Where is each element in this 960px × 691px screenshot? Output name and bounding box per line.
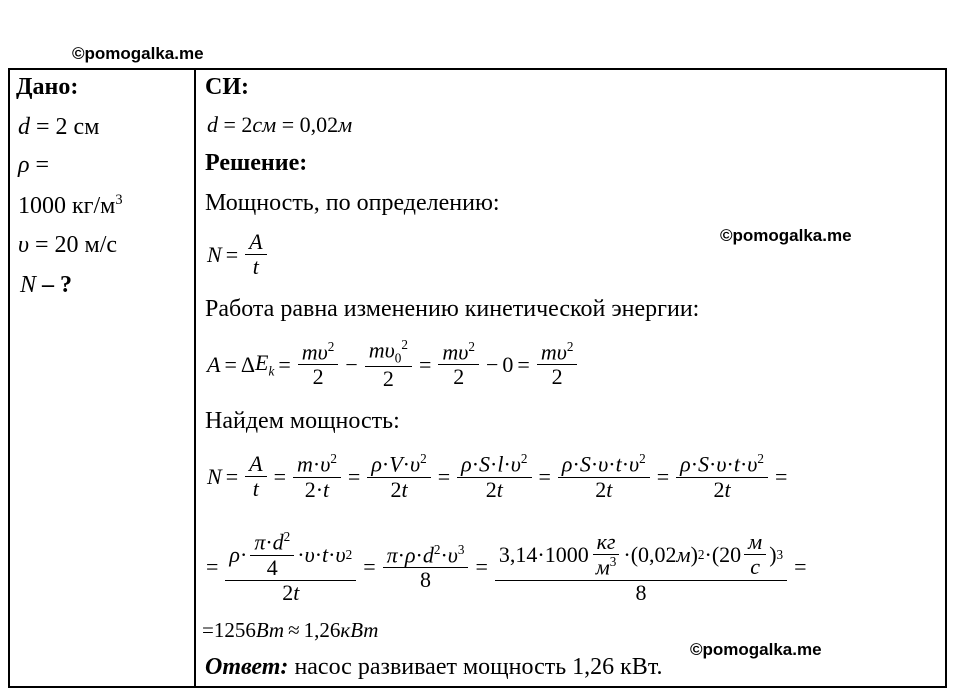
given-line: υ = 20 м/с — [18, 232, 118, 258]
formula-power-derivation: N = $\frac{A}{t}$ = $\frac{m\cdot\upsilon^2}{2\cdot t}$ = $\frac{\rho\cdot V\cdot\upsilon^2}{2t}$ = $\frac{\rho\cdot S\cdot l\cdot\upsilon^2}{2t}$ = $\frac{\rho\cdot S\cdot\upsilon\cdot t\cdot\upsilon^2}{2t}$ = $\frac{\rho\cdot S\cdot\upsilon\cdot t\cdot\upsilon^2}{2t}$ = — [207, 451, 788, 502]
formula-power-definition: N = $\frac{A}{t}$ — [207, 230, 270, 279]
answer-text: насос развивает мощность 1,26 кВт. — [294, 654, 663, 680]
given-line: ρ = — [18, 152, 50, 178]
formula-work-energy: A = Δ $E_k$ = $\frac{m\upsilon^2}{2}$ − $\frac{m\upsilon_0^2}{2}$ = $\frac{m\upsilon^2}{2}$ − 0 = $\frac{m\upsilon^2}{2}$ — [207, 338, 580, 391]
watermark: ©pomogalka.me — [720, 226, 852, 245]
formula-result: =1256 Вт ≈ 1,26 кВт — [202, 618, 379, 642]
formula-power-substitution: = ρ · $\frac{\pi\cdot d^2}{4}$ · υ · t · υ 2 2t = $\frac{\pi\cdot\rho\cdot d^2\cdot\upsilon^3}{8}$ = 3,14·1000 $\frac{кг}{м^3}$ ·(0,02 м ) 2 ·(20 $\frac{м}{с}$ ) 3 8 = — [206, 529, 807, 605]
given-header: Дано: — [16, 74, 79, 100]
answer-label: Ответ: — [205, 654, 289, 680]
given-line: 1000 $кг/м^3$ — [18, 192, 123, 219]
solution-text: Мощность, по определению: — [205, 190, 500, 216]
solution-text: Работа равна изменению кинетической энергии: — [205, 296, 700, 322]
watermark: ©pomogalka.me — [72, 44, 204, 63]
answer-line — [205, 654, 663, 681]
si-line: d = 2см = 0,02м — [207, 112, 353, 137]
given-line: N – ? — [20, 272, 73, 298]
solution-header: Решение: — [205, 150, 308, 176]
column-divider — [194, 68, 196, 688]
given-line: d = 2 см — [18, 114, 100, 140]
si-header: СИ: — [205, 74, 249, 100]
watermark: ©pomogalka.me — [690, 640, 822, 659]
solution-text: Найдем мощность: — [205, 408, 400, 434]
